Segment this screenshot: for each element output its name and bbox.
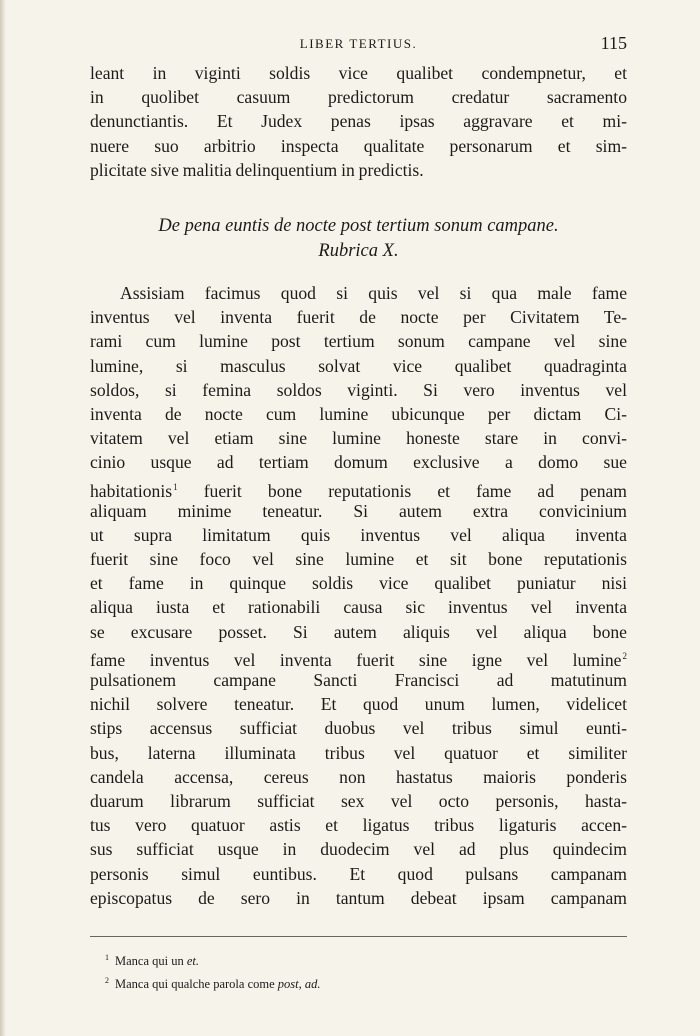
text-line: nuere suo arbitrio inspecta qualitate personarum et sim-: [90, 135, 627, 156]
text-line: aliquam minime teneatur. Si autem extra convicinium: [90, 500, 627, 521]
text-line: leant in viginti soldis vice qualibet condempnetur, et: [90, 63, 627, 83]
text-line: aliqua iusta et rationabili causa sic inventus vel inventa: [90, 597, 627, 618]
text-line: et fame in quinque soldis vice qualibet puniatur nisi: [90, 573, 627, 594]
text-line: in quolibet casuum predictorum credatur sacramento: [90, 87, 627, 108]
text-line: duarum librarum sufficiat sex vel octo personis, hasta-: [90, 790, 627, 811]
note-ref-2: 2: [622, 650, 627, 661]
footnotes: [105, 948, 625, 994]
binding-edge: [0, 0, 6, 1036]
rubric-body: [90, 281, 627, 910]
text-line: pulsationem campane Sancti Francisci ad matutinum: [90, 670, 627, 690]
footnote-word: post, ad.: [277, 977, 321, 991]
line-start: habitationis: [90, 480, 173, 501]
line-end: fuerit bone reputationis et fame ad penam: [203, 480, 627, 501]
running-head: [90, 33, 627, 55]
text-line: inventus vel inventa fuerit de nocte per Civitatem Te-: [90, 307, 627, 328]
footnote-word: et.: [186, 954, 200, 968]
rubric-number: Rubrica X.: [318, 241, 399, 261]
rubric-heading: [90, 214, 627, 264]
text-line: soldos, si femina soldos viginti. Si vero inventus vel: [90, 379, 627, 400]
footnote-1: [105, 948, 625, 971]
text-line: cinio usque ad tertiam domum exclusive a domo sue: [90, 452, 627, 473]
page-number: 115: [600, 33, 627, 53]
text-line: bus, laterna illuminata tribus vel quatuor et similiter: [90, 742, 627, 763]
text-line: plicitate sive malitia delinquentium in predictis.: [90, 159, 424, 180]
footnote-text: Manca qui un: [115, 954, 184, 968]
text-line: candela accensa, cereus non hastatus maioris ponderis: [90, 766, 627, 787]
text-line: se excusare posset. Si autem aliquis vel aliqua bone: [90, 621, 627, 642]
text-line: nichil solvere teneatur. Et quod unum lumen, videlicet: [90, 694, 627, 715]
text-line: sus sufficiat usque in duodecim vel ad plus quindecim: [90, 839, 627, 860]
footnote-mark: 2: [105, 976, 109, 985]
footnote-rule: [90, 936, 627, 937]
running-title: LIBER TERTIUS.: [299, 36, 418, 51]
footnote-text: Manca qui qualche parola come: [115, 977, 275, 991]
text-line: ut supra limitatum quis inventus vel aliqua inventa: [90, 524, 627, 545]
text-line: rami cum lumine post tertium sonum campane vel sine: [90, 331, 627, 352]
text-line: tus vero quatuor astis et ligatus tribus ligaturis accen-: [90, 815, 627, 836]
text-line: episcopatus de sero in tantum debeat ipsam campanam: [90, 887, 627, 908]
rubric-title: De pena euntis de nocte post tertium sonum campane.: [158, 216, 559, 236]
intro-paragraph: [90, 61, 627, 182]
footnote-mark: 1: [105, 953, 109, 962]
note-ref-1: 1: [173, 481, 178, 492]
text-line: fuerit sine foco vel sine lumine et sit bone reputationis: [90, 549, 627, 570]
text-line: inventa de nocte cum lumine ubicunque per dictam Ci-: [90, 403, 627, 424]
text-line-with-note: [90, 475, 627, 499]
text-line: stips accensus sufficiat duobus vel tribus simul eunti-: [90, 718, 627, 739]
text-line: denunctiantis. Et Judex penas ipsas aggravare et mi-: [90, 111, 627, 132]
footnote-2: [105, 971, 625, 994]
text-line: vitatem vel etiam sine lumine honeste stare in convi-: [90, 428, 627, 449]
text-line: lumine, si masculus solvat vice qualibet quadraginta: [90, 355, 627, 376]
text-line-with-note: [90, 644, 627, 668]
text-line: Assisiam facimus quod si quis vel si qua male fame: [120, 283, 627, 303]
text-line: personis simul euntibus. Et quod pulsans campanam: [90, 863, 627, 884]
line-text: fame inventus vel inventa fuerit sine igne vel lumine: [90, 649, 622, 670]
